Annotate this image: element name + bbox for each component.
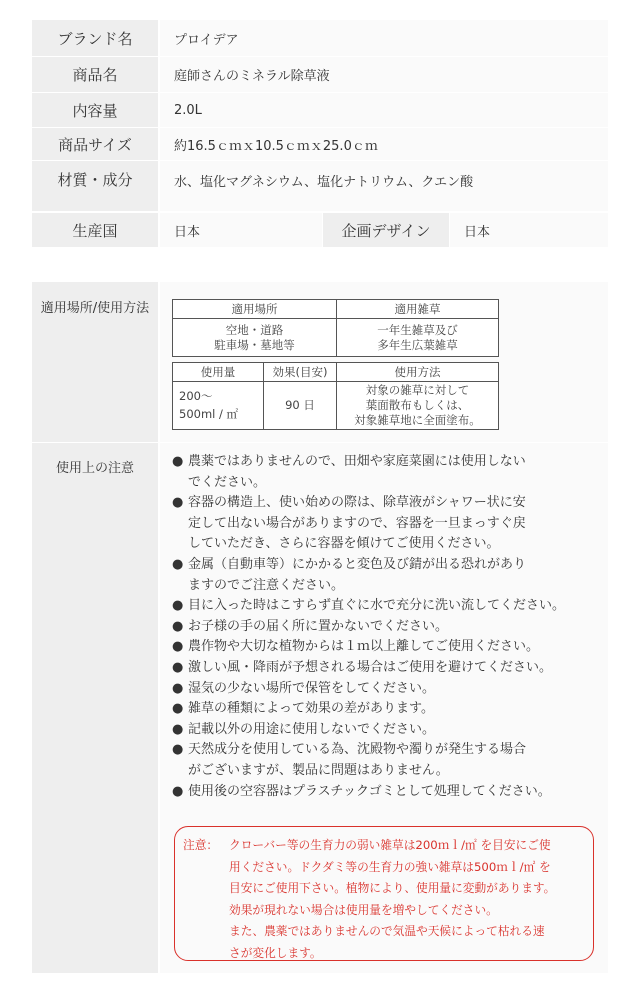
warning-row (183, 835, 593, 964)
caution-item (172, 617, 602, 638)
caution-line: 目に入った時はこすらず直ぐに水で充分に洗い流してください。 (188, 598, 566, 614)
method-line-3: 対象雑草地に全面塗布。 (354, 413, 481, 427)
method-line-1: 対象の雑草に対して (365, 383, 470, 397)
cell-weed (337, 319, 499, 357)
caution-line: 農薬ではありませんので、田畑や家庭菜園には使用しない (188, 454, 526, 469)
caution-text (188, 596, 565, 617)
caution-text (188, 617, 448, 638)
warning-line: また、農薬ではありませんので気温や天候によって枯れる速 (229, 924, 545, 938)
caution-text (188, 740, 526, 781)
caution-line: お子様の手の届く所に置かないでください。 (188, 618, 449, 634)
cell-amount (173, 382, 264, 430)
caution-text (188, 658, 552, 679)
bullet-icon: ● (172, 783, 184, 799)
bullet-icon: ● (172, 618, 184, 634)
caution-line: 農作物や大切な植物からは１ｍ以上離してご使用ください。 (188, 639, 540, 655)
value-capacity: 2.0L (160, 93, 608, 127)
caution-line: 金属（自動車等）にかかると変色及び錆が出る恐れがあり (188, 556, 527, 572)
cell-method (337, 382, 499, 430)
caution-item (172, 596, 602, 617)
weed-line-1: 一年生雑草及び (377, 322, 458, 337)
caution-item (172, 493, 602, 555)
header-weed: 適用雑草 (337, 300, 499, 319)
warning-line: 効果が現れない場合は使用量を増やしてください。 (229, 902, 498, 917)
bullet-icon: ● (172, 639, 184, 655)
warning-text (229, 835, 555, 964)
cell-place (173, 319, 337, 357)
label-capacity: 内容量 (32, 93, 158, 127)
caution-text (188, 493, 526, 555)
weed-line-2: 多年生広葉雑草 (377, 337, 458, 352)
value-brand: プロイデア (160, 20, 608, 56)
warning-line: さが変化します。 (229, 945, 322, 960)
caution-list (172, 452, 602, 802)
method-line-2: 葉面散布もしくは、 (365, 398, 470, 412)
warning-line: クローバー等の生育力の弱い雑草は200ｍｌ/㎡ を目安にご使 (229, 838, 551, 852)
warning-head: 注意： (183, 838, 219, 852)
value-product-size: 約16.5ｃｍｘ10.5ｃｍｘ25.0ｃｍ (160, 128, 608, 160)
caution-line: 使用後の空容器はプラスチックゴミとして処理してください。 (188, 783, 551, 799)
bullet-icon: ● (172, 495, 184, 511)
bullet-icon: ● (172, 598, 184, 614)
caution-item (172, 658, 602, 679)
caution-line: 天然成分を使用している為、沈殿物や濁りが発生する場合 (188, 742, 527, 758)
caution-line: 容器の構造上、使い始めの際は、除草液がシャワー状に安 (188, 495, 526, 511)
value-design: 日本 (450, 213, 608, 247)
label-brand: ブランド名 (32, 20, 158, 56)
caution-item (172, 782, 602, 803)
place-line-1: 空地・道路 (225, 322, 284, 337)
amount-line-2: 500ml / ㎡ (179, 407, 239, 421)
bullet-icon: ● (172, 701, 184, 717)
usage-table-amount (172, 362, 499, 430)
caution-text (188, 637, 539, 658)
header-effect: 効果(目安) (264, 363, 337, 382)
caution-item (172, 637, 602, 658)
caution-line: 湿気の少ない場所で保管をしてください。 (188, 680, 436, 696)
cell-effect: 90 日 (264, 382, 337, 430)
label-design: 企画デザイン (323, 213, 449, 247)
header-place: 適用場所 (173, 300, 337, 319)
caution-item (172, 699, 602, 720)
label-origin: 生産国 (32, 213, 158, 247)
value-origin: 日本 (160, 213, 322, 247)
bullet-icon: ● (172, 454, 184, 469)
bullet-icon: ● (172, 721, 184, 737)
caution-item (172, 720, 602, 741)
amount-line-1: 200～ (179, 389, 213, 403)
caution-line: でください。 (188, 474, 267, 490)
warning-box (174, 826, 594, 961)
label-material: 材質・成分 (32, 161, 158, 211)
caution-line: 雑草の種類によって効果の差があります。 (188, 701, 434, 717)
place-line-2: 駐車場・墓地等 (214, 337, 295, 352)
caution-text (188, 452, 526, 493)
label-product-size: 商品サイズ (32, 128, 158, 160)
warning-line: 目安にご使用下さい。植物により、使用量に変動があります。 (229, 881, 556, 895)
caution-line: がございますが、製品に問題はありません。 (188, 762, 449, 778)
caution-line: 激しい風・降雨が予想される場合はご使用を避けてください。 (188, 659, 553, 675)
label-caution: 使用上の注意 (32, 443, 158, 973)
bullet-icon: ● (172, 680, 184, 696)
caution-item (172, 740, 602, 781)
header-amount: 使用量 (173, 363, 264, 382)
caution-line: ますのでご注意ください。 (188, 577, 345, 593)
caution-item (172, 555, 602, 596)
warning-line: 用ください。ドクダミ等の生育力の強い雑草は500ｍｌ/㎡ を (229, 859, 551, 874)
caution-text (188, 782, 551, 803)
caution-item (172, 452, 602, 493)
value-material: 水、塩化マグネシウム、塩化ナトリウム、クエン酸 (160, 161, 608, 211)
caution-item (172, 679, 602, 700)
bullet-icon: ● (172, 556, 184, 572)
bullet-icon: ● (172, 659, 184, 675)
caution-text (188, 555, 526, 596)
caution-line: していただき、さらに容器を傾けてご使用ください。 (188, 536, 500, 552)
caution-text (188, 720, 435, 741)
caution-text (188, 699, 434, 720)
caution-line: 記載以外の用途に使用しないでください。 (188, 721, 436, 737)
label-usage: 適用場所/使用方法 (32, 282, 158, 442)
bullet-icon: ● (172, 742, 184, 758)
label-product-name: 商品名 (32, 57, 158, 92)
value-product-name: 庭師さんのミネラル除草液 (160, 57, 608, 92)
usage-table-place (172, 299, 499, 357)
caution-text (188, 679, 435, 700)
header-method: 使用方法 (337, 363, 499, 382)
caution-line: 定して出ない場合がありますので、容器を一旦まっすぐ戻 (188, 515, 526, 531)
